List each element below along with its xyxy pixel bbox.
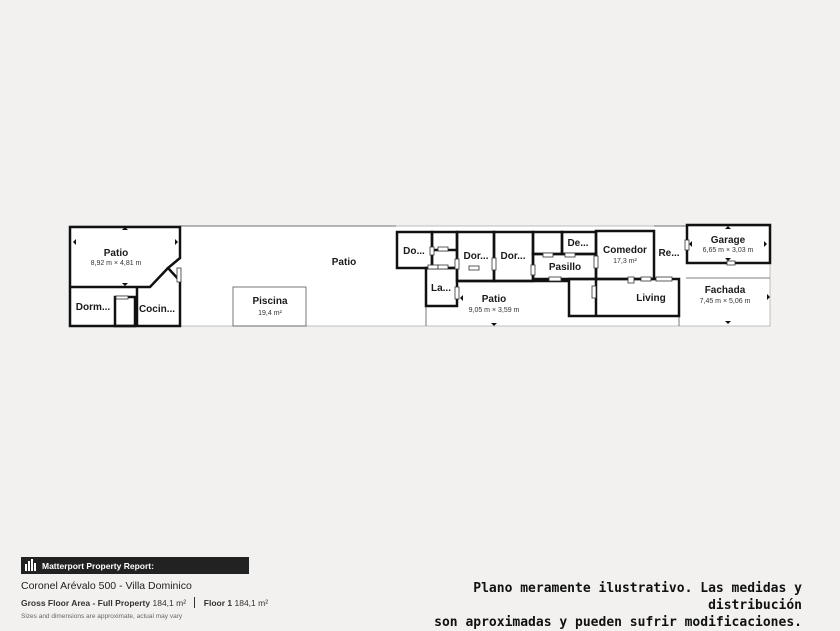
approximation-note: Sizes and dimensions are approximate, actual may vary <box>21 613 183 620</box>
room-dims: 19,4 m² <box>258 310 282 317</box>
room-name: Living <box>636 293 666 304</box>
room-name: Dor... <box>463 251 489 262</box>
gfa-value: 184,1 m² <box>152 598 187 608</box>
room-name: Piscina <box>252 296 288 307</box>
room-name: Garage <box>710 235 746 246</box>
disclaimer-line-2: son aproximadas y pueden sufrir modificaciones. <box>434 615 802 630</box>
room-dims: 9,05 m × 3,59 m <box>468 307 520 314</box>
room-name: Cocin... <box>138 304 176 315</box>
room-dims: 6,65 m × 3,03 m <box>702 247 754 254</box>
room-name: Fachada <box>704 285 746 296</box>
room-name: Patio <box>331 257 357 268</box>
floor-area-summary <box>21 597 281 608</box>
building-chart-icon <box>25 560 37 572</box>
room-dims: 8,92 m × 4,81 m <box>90 260 142 267</box>
report-header-bar <box>21 557 249 574</box>
disclaimer <box>382 580 802 631</box>
floor-value: 184,1 m² <box>234 598 269 608</box>
room-dims: 17,3 m² <box>613 258 637 265</box>
room-name: Dorm... <box>75 302 111 313</box>
floor-label: Floor 1 <box>203 598 233 608</box>
room-name: Re... <box>658 248 680 259</box>
gfa-label: Gross Floor Area - Full Property <box>21 598 151 608</box>
room-dims: 7,45 m × 5,06 m <box>699 298 751 305</box>
disclaimer-line-1: Plano meramente ilustrativo. Las medidas y distribución <box>473 581 802 613</box>
room-name: Comedor <box>603 245 647 256</box>
report-header: Matterport Property Report: <box>42 560 154 571</box>
room-name: Do... <box>403 246 425 257</box>
property-report <box>21 557 281 620</box>
room-name: Pasillo <box>548 262 582 273</box>
room-name: La... <box>430 283 452 294</box>
room-name: Patio <box>103 248 129 259</box>
divider <box>194 597 195 608</box>
room-name: Dor... <box>500 251 526 262</box>
property-address: Coronel Arévalo 500 - Villa Dominico <box>21 580 192 592</box>
room-name: Patio <box>481 294 507 305</box>
room-name: De... <box>567 238 589 249</box>
